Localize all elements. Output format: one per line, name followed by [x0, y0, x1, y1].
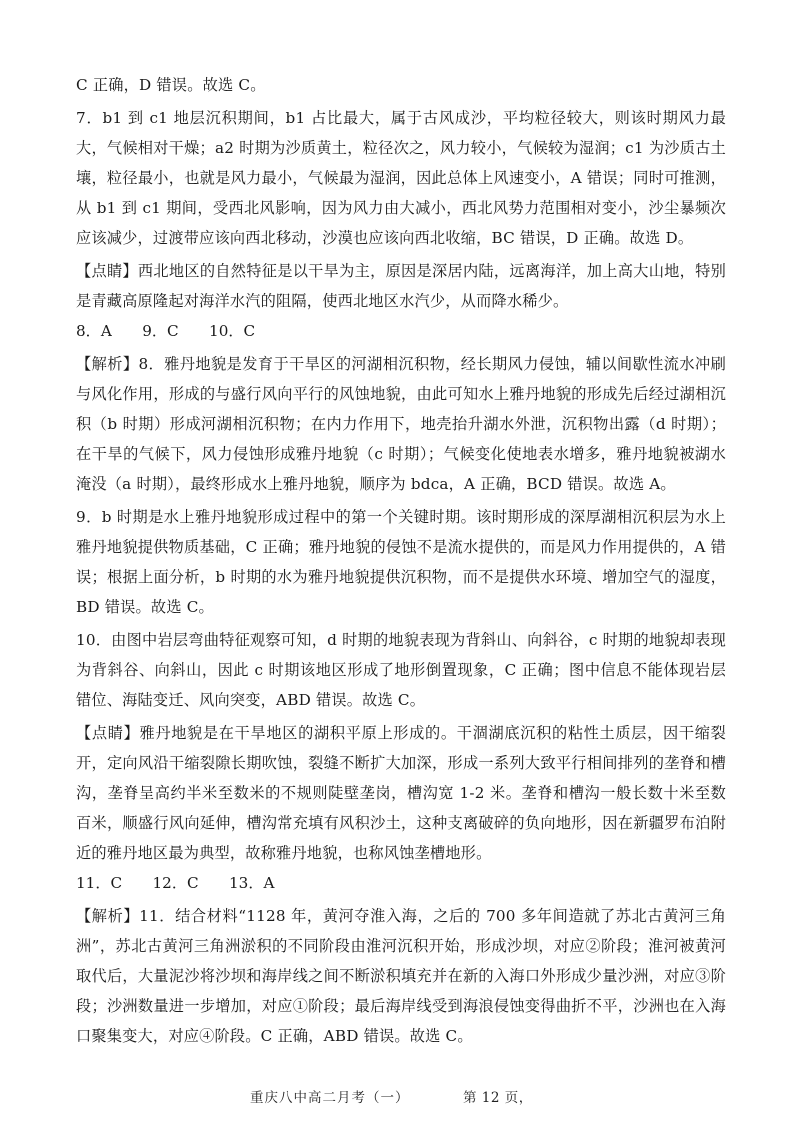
answer-key-8-10: 8．A 9．C 10．C — [76, 322, 256, 340]
key-point-yardang: 【点睛】雅丹地貌是在干旱地区的湖积平原上形成的。干涸湖底沉积的粘性土质层，因干缩裂开，定向风沿干缩裂隙长期吹蚀，裂缝不断扩大加深，形成一系列大致平行相间排列的垄脊和槽沟，垄脊呈高约半米至数米的不规则陡壁垄岗，槽沟宽 1-2 米。垄脊和槽沟一般长数十米至数百米，顺盛行风向延伸，槽沟常充填有风积沙土，这种支离破碎的负向地形，因在新疆罗布泊附近的雅丹地区最为典型，故称雅丹地貌，也称风蚀垄槽地形。 — [76, 724, 726, 862]
page-number: 第 12 页， — [463, 1090, 533, 1106]
explanation-q10: 10．由图中岩层弯曲特征观察可知，d 时期的地貌表现为背斜山、向斜谷，c 时期的地貌却表现为背斜谷、向斜山，因此 c 时期该地区形成了地形倒置现象，C 正确；图中信息不能体现岩层错位、海陆变迁、风向突变，ABD 错误。故选 C。 — [76, 631, 726, 709]
key-point-northwest: 【点睛】西北地区的自然特征是以干旱为主，原因是深居内陆，远离海洋，加上高大山地，特别是青藏高原隆起对海洋水汽的阻隔，使西北地区水汽少，从而降水稀少。 — [76, 262, 726, 310]
answer-continuation: C 正确，D 错误。故选 C。 — [76, 76, 266, 94]
document-body — [76, 70, 726, 1051]
explanation-q8: 【解析】8．雅丹地貌是发育于干旱区的河湖相沉积物，经长期风力侵蚀，辅以间歇性流水冲刷与风化作用，形成的与盛行风向平行的风蚀地貌，由此可知水上雅丹地貌的形成先后经过湖相沉积（b 时期）形成河湖相沉积物；在内力作用下，地壳抬升湖水外泄，沉积物出露（d 时期）；在干旱的气候下，风力侵蚀形成雅丹地貌（c 时期）；气候变化使地表水增多，雅丹地貌被湖水淹没（a 时期），最终形成水上雅丹地貌，顺序为 bdca，A 正确，BCD 错误。故选 A。 — [76, 355, 726, 493]
explanation-q7: 7．b1 到 c1 地层沉积期间，b1 占比最大，属于古风成沙，平均粒径较大，则该时期风力最大，气候相对干燥；a2 时期为沙质黄土，粒径次之，风力较小，气候较为湿润；c1 为沙质古土壤，粒径最小，也就是风力最小，气候最为湿润，因此总体上风速变小，A 错误；同时可推测，从 b1 到 c1 期间，受西北风影响，因为风力由大减小，西北风势力范围相对变小，沙尘暴频次应该减少，过渡带应该向西北移动，沙漠也应该向西北收缩，BC 错误，D 正确。故选 D。 — [76, 109, 726, 247]
explanation-q9: 9．b 时期是水上雅丹地貌形成过程中的第一个关键时期。该时期形成的深厚湖相沉积层为水上雅丹地貌提供物质基础，C 正确；雅丹地貌的侵蚀不是流水提供的，而是风力作用提供的，A 错误；根据上面分析，b 时期的水为雅丹地貌提供沉积物，而不是提供水环境、增加空气的湿度，BD 错误。故选 C。 — [76, 508, 726, 616]
exam-name: 重庆八中高二月考（一） — [250, 1090, 410, 1106]
explanation-q11: 【解析】11．结合材料“1128 年，黄河夺淮入海，之后的 700 多年间造就了苏北古黄河三角洲”，苏北古黄河三角洲淤积的不同阶段由淮河沉积开始，形成沙坝，对应②阶段；淮河被黄河取代后，大量泥沙将沙坝和海岸线之间不断淤积填充并在新的入海口外形成少量沙洲，对应③阶段；沙洲数量进一步增加，对应①阶段；最后海岸线受到海浪侵蚀变得曲折不平，沙洲也在入海口聚集变大，对应④阶段。C 正确，ABD 错误。故选 C。 — [76, 907, 726, 1045]
answer-key-11-13: 11．C 12．C 13．A — [76, 874, 275, 892]
